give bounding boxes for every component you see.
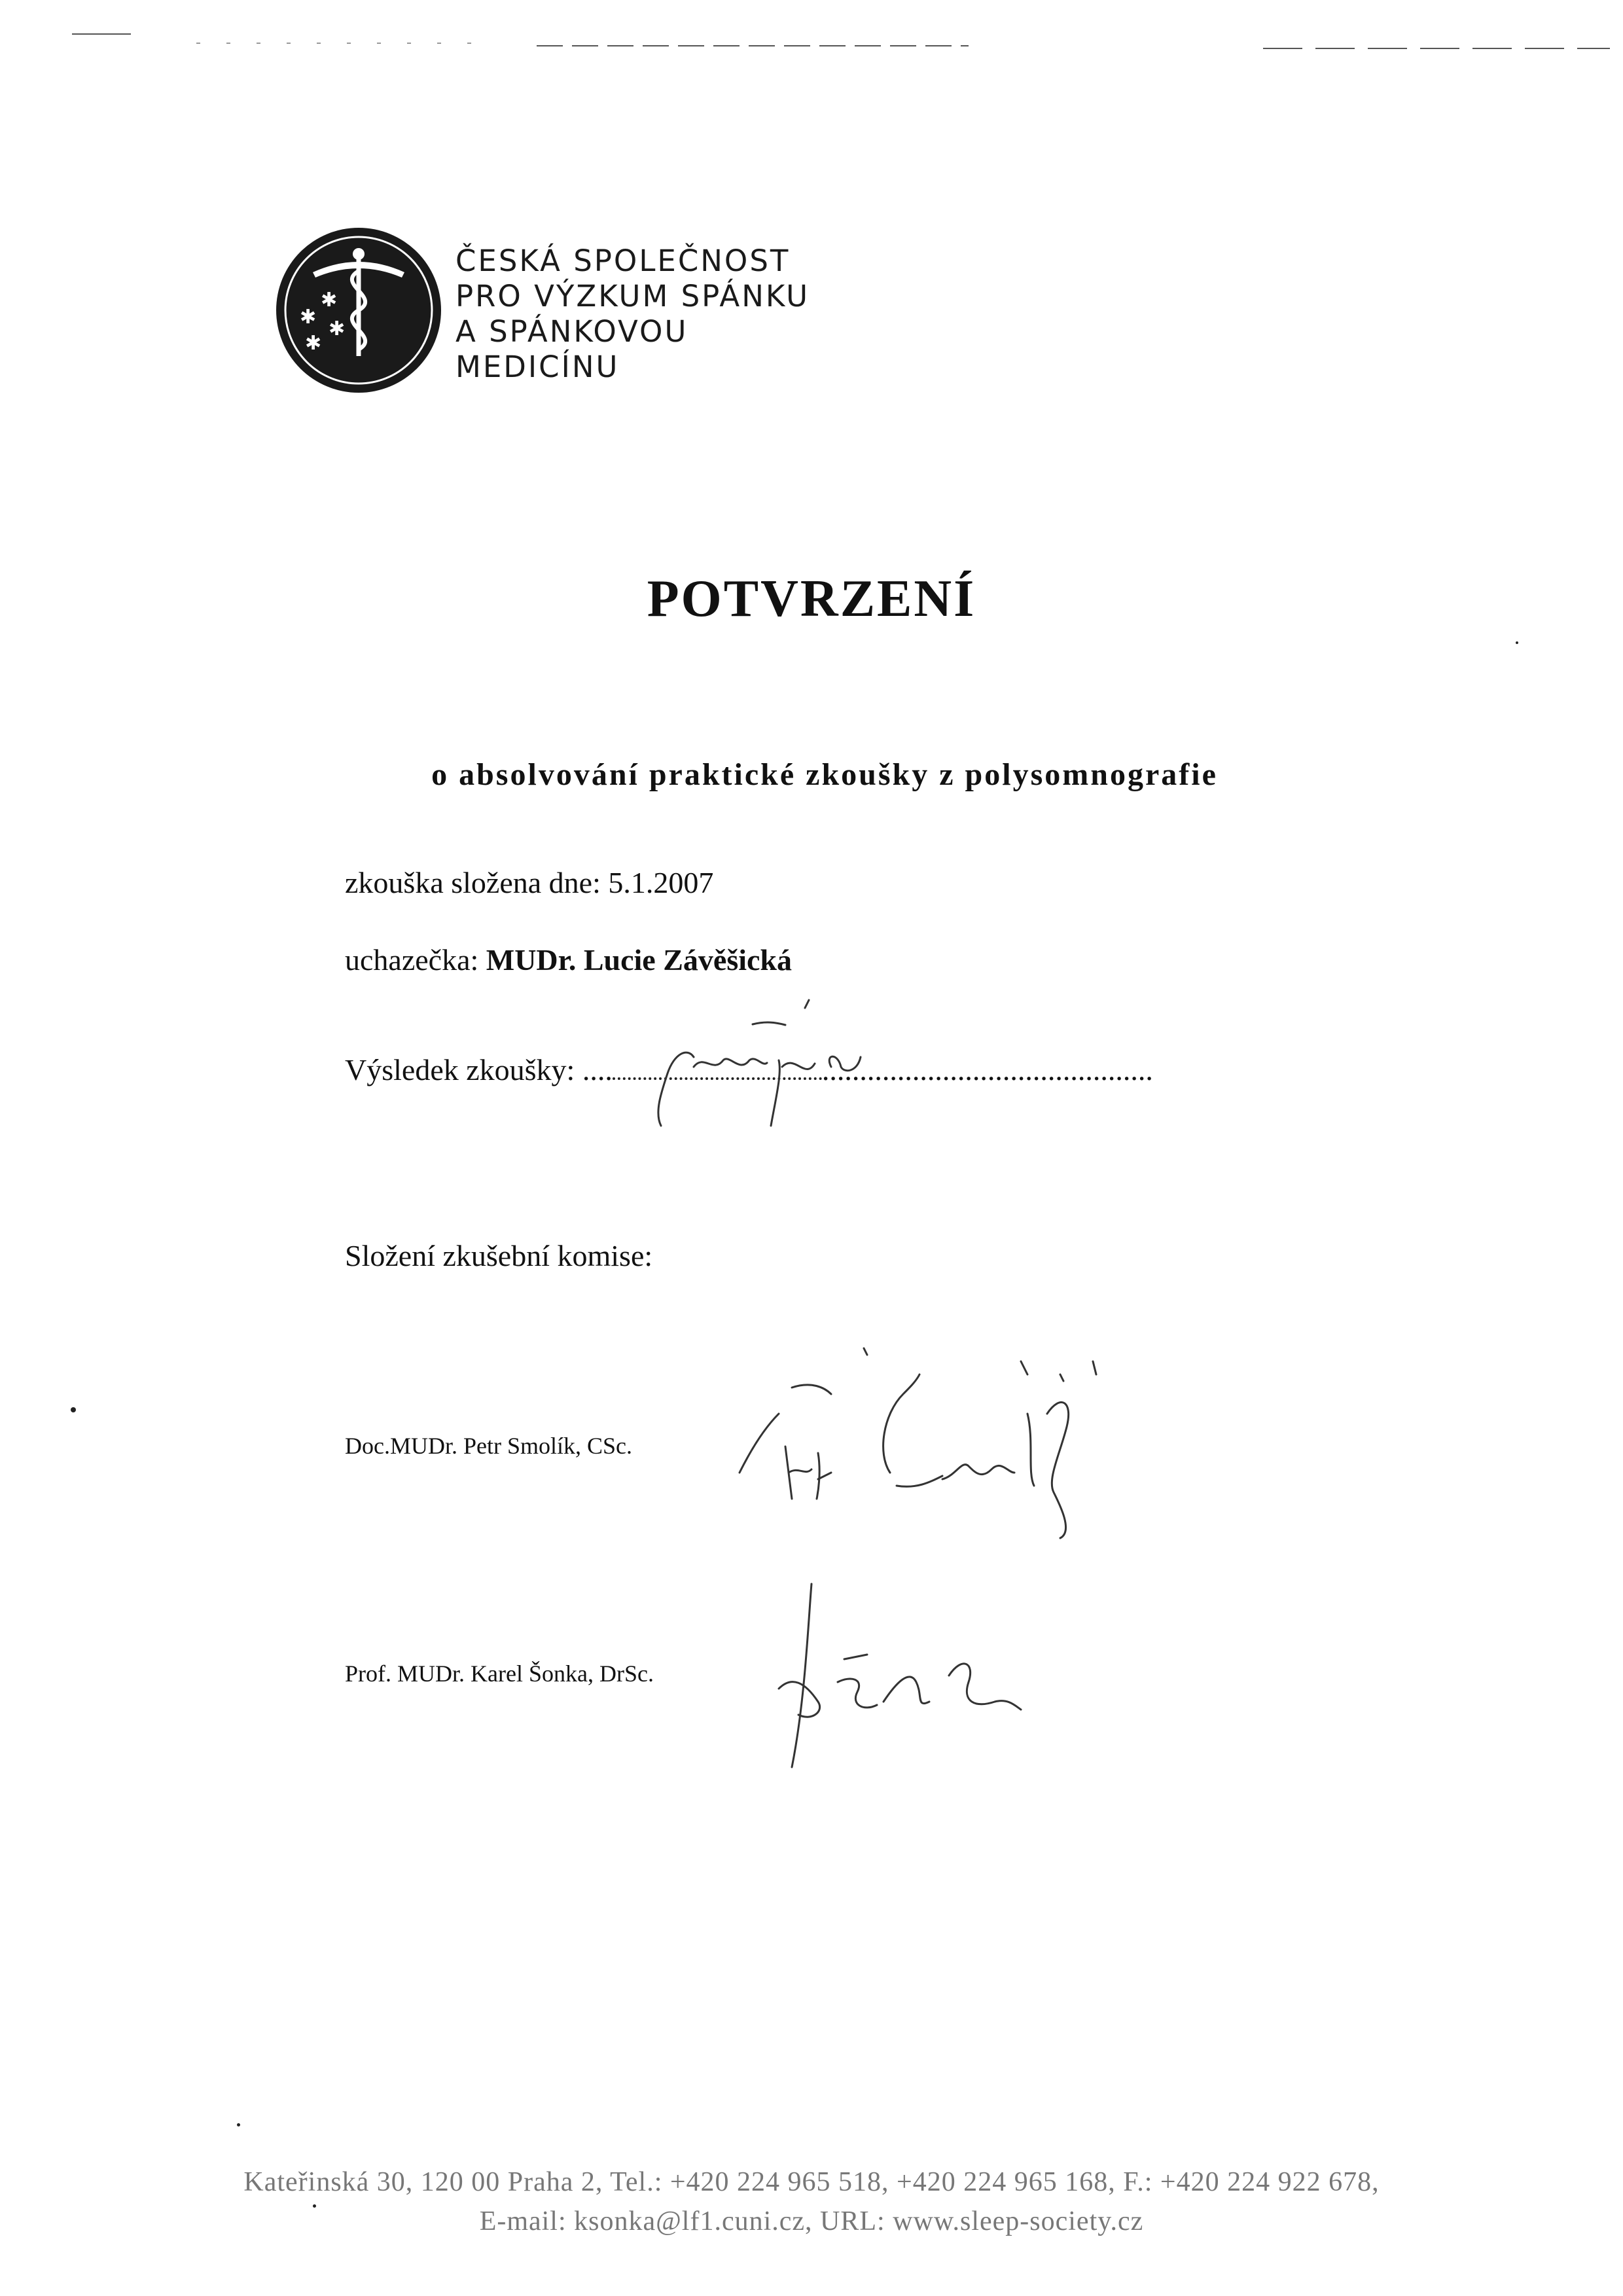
exam-date-line xyxy=(345,865,713,900)
handwritten-result-signature xyxy=(641,995,903,1139)
svg-text:✱: ✱ xyxy=(300,306,317,329)
document-subtitle: o absolvování praktické zkoušky z polysomnografie xyxy=(431,757,1218,792)
sleep-society-logo-icon xyxy=(274,225,444,395)
scan-speck xyxy=(237,2123,240,2126)
candidate-name: MUDr. Lucie Závěšická xyxy=(486,943,793,977)
commission-label: Složení zkušební komise: xyxy=(345,1239,653,1272)
committee-member-1: Doc.MUDr. Petr Smolík, CSc. xyxy=(345,1433,633,1459)
scan-artifact-lines xyxy=(0,26,1623,52)
signature-member-2 xyxy=(753,1571,1027,1780)
org-name-line-1: ČESKÁ SPOLEČNOST xyxy=(455,243,791,278)
committee-member-2: Prof. MUDr. Karel Šonka, DrSc. xyxy=(345,1660,654,1687)
candidate-line xyxy=(345,942,792,977)
org-name-line-2: PRO VÝZKUM SPÁNKU xyxy=(455,279,810,314)
exam-date-value: 5.1.2007 xyxy=(608,866,714,899)
footer-contact-line-1: Kateřinská 30, 120 00 Praha 2, Tel.: +420 224 965 518, +420 224 965 168, F.: +420 224 922 678, xyxy=(243,2167,1380,2197)
footer-contact-line-2: E-mail: ksonka@lf1.cuni.cz, URL: www.sleep-society.cz xyxy=(479,2206,1144,2236)
scan-speck xyxy=(1516,641,1518,644)
result-dots-before: .... xyxy=(582,1053,613,1086)
signature-member-1 xyxy=(720,1335,1139,1551)
svg-text:✱: ✱ xyxy=(305,332,322,355)
org-name-line-3: A SPÁNKOVOU xyxy=(455,314,688,349)
scan-speck xyxy=(71,1407,76,1412)
candidate-label: uchazečka: xyxy=(345,943,479,977)
organization-name xyxy=(455,243,810,385)
svg-text:✱: ✱ xyxy=(329,317,346,340)
document-title: POTVRZENÍ xyxy=(647,570,976,628)
result-dots-after: ............................................ xyxy=(821,1053,1153,1086)
svg-text:✱: ✱ xyxy=(321,289,338,312)
exam-date-label: zkouška složena dne: xyxy=(345,866,601,899)
result-label: Výsledek zkoušky: xyxy=(345,1053,575,1086)
org-name-line-4: MEDICÍNU xyxy=(455,350,620,384)
